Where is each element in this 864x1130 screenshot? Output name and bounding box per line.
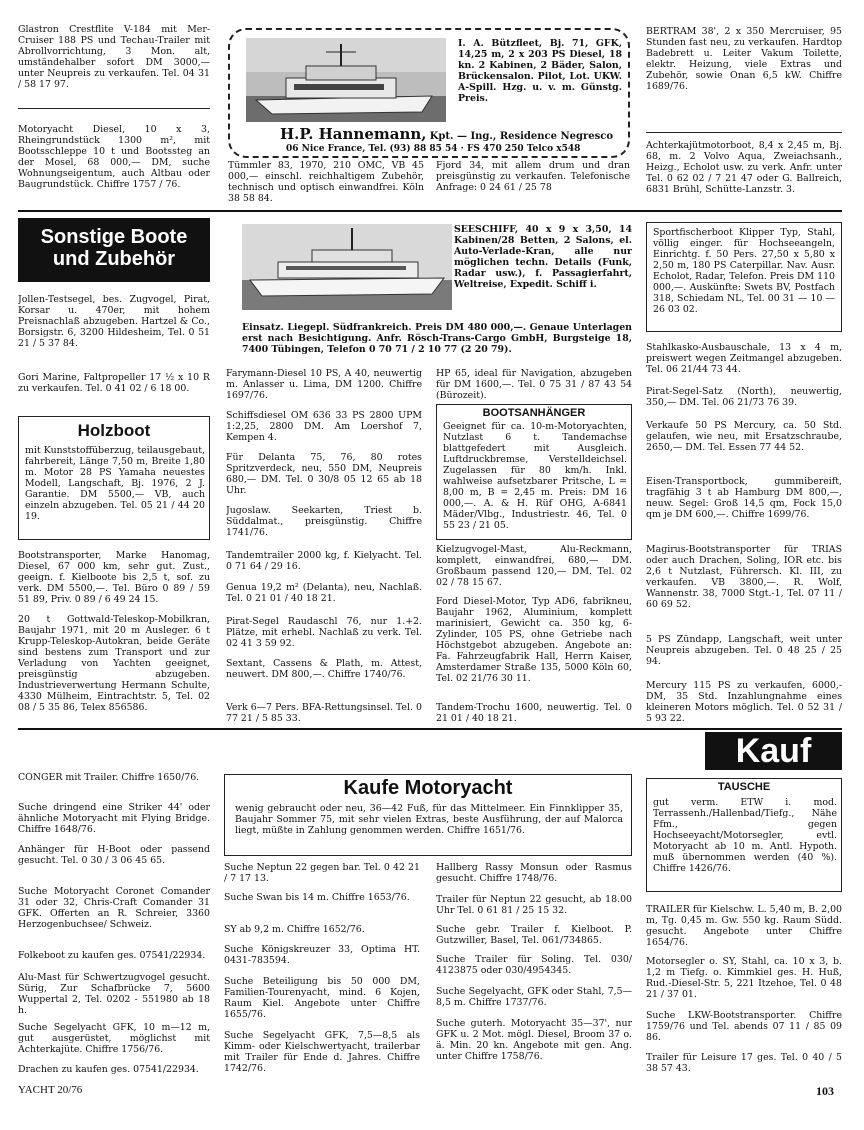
ad-hp65: HP 65, ideal für Navigation, abzugeben für DM 1600,—. Tel. 0 75 31 / 87 43 54 (Bürozeit). xyxy=(436,368,632,401)
photo-seeschiff xyxy=(242,224,452,310)
ad-delanta-verdeck: Für Delanta 75, 76, 80 rotes Spritzverdeck, neu, 550 DM, Neupreis 680,— DM. Tel. 0 30/8 05 12 65 ab 18 Uhr. xyxy=(226,452,422,496)
ad-mercury-50: Verkaufe 50 PS Mercury, ca. 50 Std. gelaufen, wie neu, mit Ersatzschraube, 2650,— DM. Tel. Essen 77 44 52. xyxy=(646,420,842,453)
ad-motorsegler: Motorsegler o. SY, Stahl, ca. 10 x 3, b. 1,2 m Tiefg. o. Kimmkiel ges. H. Huß, Rud.-Diesel-Str. 5, 221 Itzehoe, Tel. 0 48 21 / 37 01. xyxy=(646,956,842,1000)
ad-drachen: Drachen zu kaufen ges. 07541/22934. xyxy=(18,1064,199,1075)
hannemann-name: H.P. Hannemann, xyxy=(280,125,427,143)
ad-sportfischerboot: Sportfischerboot Klipper Typ, Stahl, völlig einger. für Hochseeangeln, Einrichtg. f. 50 Pers. 27,50 x 5,80 x 2,50 m, 180 PS Caterpillar. Nav. Ausr. Echolot, Radar, Telefon. Preis DM 110 000,—. Auskünfte: Swets BV, Postfach 318, Schiedam NL, Tel. 00 31 — 10 — 26 03 02. xyxy=(646,222,842,332)
ad-beteiligung: Suche Beteiligung bis 50 000 DM, Familien-Tourenyacht, mind. 6 Kojen, Raum Kiel. Angebote unter Chiffre 1655/76. xyxy=(224,976,420,1020)
divider xyxy=(18,108,210,109)
ad-bertram: BERTRAM 38', 2 x 350 Mercruiser, 95 Stunden fast neu, zu verkaufen. Hardtop Badebrett u. Leiter Vakum Toilette, elektr. Heizung, viele Extras und Zubehör, sowie Onan 6,5 kW. Chiffre 1689/76. xyxy=(646,26,842,92)
ad-achterkajuet: Achterkajütmotorboot, 8,4 x 2,45 m, Bj. 68, m. 2 Volvo Aqua, Zweiachsanh., Heizg., Echolot usw. zu verk. Anfr. unter Tel. 0 62 02 / 7 21 47 oder G. Ballreich, 6831 Brühl, Schütte-Lanzstr. 3. xyxy=(646,140,842,195)
ad-tandem-trochu: Tandem-Trochu 1600, neuwertig. Tel. 0 21 01 / 40 18 21. xyxy=(436,702,632,724)
ad-guterh-motoryacht: Suche guterh. Motoryacht 35—37', nur GFK u. 2 Mot. mögl. Diesel, Broom 37 o. ä. Min. 20 kn. Angebote mit gen. Ang. unter Chiffre 1758/76. xyxy=(436,1018,632,1062)
section-divider xyxy=(18,210,842,212)
ad-hannemann xyxy=(228,28,630,158)
holzboot-title: Holzboot xyxy=(77,421,151,440)
section-divider xyxy=(18,728,842,730)
ad-gori-marine: Gori Marine, Faltpropeller 17 ½ x 10 R zu verkaufen. Tel. 0 41 02 / 6 18 00. xyxy=(18,372,210,394)
ad-zuendapp: 5 PS Zündapp, Langschaft, weit unter Neupreis abzugeben. Tel. 0 48 25 / 25 94. xyxy=(646,634,842,667)
ad-folkeboot: Folkeboot zu kaufen ges. 07541/22934. xyxy=(18,950,206,961)
ad-tausche xyxy=(646,778,842,892)
ad-segelyacht-gfk-stahl: Suche Segelyacht, GFK oder Stahl, 7,5—8,5 m. Chiffre 1737/76. xyxy=(436,986,632,1008)
ad-holzboot xyxy=(18,416,210,540)
ad-trailer-kielboot: Suche gebr. Trailer f. Kielboot. P. Gutzwiller, Basel, Tel. 061/734865. xyxy=(436,924,632,946)
photo-motoryacht xyxy=(246,38,446,122)
ad-trailer-leisure: Trailer für Leisure 17 ges. Tel. 0 40 / 5 38 57 43. xyxy=(646,1052,842,1074)
ad-trailer-kielschwerter: TRAILER für Kielschw. L. 5,40 m, B. 2,00 m, Tg. 0,45 m. Gw. 550 kg. Raum Südd. gesucht. Angebote unter Chiffre 1654/76. xyxy=(646,904,842,948)
ad-schiffsdiesel: Schiffsdiesel OM 636 33 PS 2800 UPM 1:2,25, 2800 DM. Am Loershof 7, Kempen 4. xyxy=(226,410,422,443)
holzboot-text: mit Kunststoffüberzug, teilausgebaut, fahrbereit, Länge 7,50 m, Breite 1,80 m. Motor 28 PS Yamaha neuestes Modell, Langschaft, Bj. 1976, 2 J. Garantie. DM 5500,— VB, auch einzeln abzugeben. Tel. 05 21 / 44 20 19. xyxy=(25,445,205,522)
ad-seekarten: Jugoslaw. Seekarten, Triest b. Süddalmat., preisgünstig. Chiffre 1741/76. xyxy=(226,505,422,538)
ad-tandemtrailer: Tandemtrailer 2000 kg, f. Kielyacht. Tel. 0 71 64 / 29 16. xyxy=(226,550,422,572)
ad-kaufe-motoryacht xyxy=(224,774,632,856)
ad-fjord: Fjord 34, mit allem drum und dran preisgünstig zu verkaufen. Telefonische Anfrage: 0 24 61 / 25 78 xyxy=(436,160,630,193)
seeschiff-text-continued: Einsatz. Liegepl. Südfrankreich. Preis DM 480 000,—. Genaue Unterlagen erst nach Besichtigung. Anfr. Rösch-Trans-Cargo GmbH, Burgsteige 18, 7400 Tübingen, Telefon 0 70 71 / 2 10 77 (2 20 79). xyxy=(242,322,632,355)
ad-alu-mast: Alu-Mast für Schwertzugvogel gesucht. Sürig, Zur Schafbrücke 7, 5600 Wuppertal 2, Tel. 0202 - 551980 ab 18 h. xyxy=(18,972,210,1016)
ad-stahlkasko: Stahlkasko-Ausbauschale, 13 x 4 m, preiswert wegen Zeitmangel abzugeben. Tel. 06 21/44 73 44. xyxy=(646,342,842,375)
ad-bootsanhaenger xyxy=(436,404,632,540)
ad-segelyacht-gfk-10m: Suche Segelyacht GFK, 10 m—12 m, gut ausgerüstet, möglichst mit Achterkajüte. Chiffre 1756/76. xyxy=(18,1022,210,1055)
ad-genua: Genua 19,2 m² (Delanta), neu, Nachlaß. Tel. 0 21 01 / 40 18 21. xyxy=(226,582,422,604)
ad-bootstransporter: Bootstransporter, Marke Hanomag, Diesel, 67 000 km, sehr gut. Zust., geeign. f. Kielboote bis 2,5 t, sof. zu verk. DM 5500,—. Tel. Büro 0 89 / 59 51 89, Priv. 0 89 / 6 49 24 15. xyxy=(18,550,210,605)
ad-pirat-segel-satz: Pirat-Segel-Satz (North), neuwertig, 350,— DM. Tel. 06 21/73 76 39. xyxy=(646,386,842,408)
bootsanhaenger-text: Geeignet für ca. 10-m-Motoryachten, Nutzlast 6 t. Tandemachse blattgefedert mit Ausgleich. Luftdruckbremse, Verstelldeichsel. Zugelassen für 80 km/h. Inkl. wahlweise aufsetzbarer Pritsche, L = 8,00 m, B = 2,45 m. Preis: DM 16 000,—. A. & H. Rüf OHG, A-6841 Mäder/Vlbg., Industriestr. 46, Tel. 0 55 23 / 21 05. xyxy=(443,421,627,531)
section-title-kauf: Kauf xyxy=(705,732,842,770)
ad-jollen-testsegel: Jollen-Testsegel, bes. Zugvogel, Pirat, Korsar u. 470er, mit hohem Preisnachlaß abzugeben. Hartzel & Co., Borsigstr. 6, 3200 Hildesheim, Tel. 0 51 21 / 5 37 84. xyxy=(18,294,210,349)
ad-glastron: Glastron Crestflite V-184 mit Mer-Cruiser 188 PS und Techau-Trailer mit Abrollvorrichtung, 3 Mon. alt, umständehalber sofort DM 3000,— unter Neupreis zu verkaufen. Tel. 04 31 / 58 17 97. xyxy=(18,24,210,90)
ad-swan: Suche Swan bis 14 m. Chiffre 1653/76. xyxy=(224,892,410,903)
ad-coronet: Suche Motoryacht Coronet Comander 31 oder 32, Chris-Craft Comander 31 GFK. Offerten an R. Schreier, 3360 Herzogenbuchsee/ Schweiz. xyxy=(18,886,210,930)
ad-farymann-diesel: Farymann-Diesel 10 PS, A 40, neuwertig m. Anlasser u. Lima, DM 1200. Chiffre 1697/76. xyxy=(226,368,422,400)
ad-rettungsinsel: Verk 6—7 Pers. BFA-Rettungsinsel. Tel. 0 77 21 / 5 85 33. xyxy=(226,702,422,724)
ad-ford-diesel-motor: Ford Diesel-Motor, Typ AD6, fabrikneu, Baujahr 1962, Aluminium, komplett marinisiert, Gewicht ca. 350 kg, 6-Zylinder, 105 PS, ohne Getriebe nach Höchstgebot abzugeben. Angebote an: Fa. Fahrzeugfabrik Hall, Herrn Kaiser, Amsterdamer Straße 135, 5000 Köln 60, Tel. 02 21/76 30 11. xyxy=(436,596,632,684)
ad-segelyacht-gfk-75: Suche Segelyacht GFK, 7,5—8,5 als Kimm- oder Kielschwertyacht, trailerbar mit Trailer für Ende d. Jahres. Chiffre 1742/76. xyxy=(224,1030,420,1074)
seeschiff-text: SEESCHIFF, 40 x 9 x 3,50, 14 Kabinen/28 Betten, 2 Salons, el. Auto-Verlade-Kran, alle nur möglichen techn. Details (Funk, Radar usw.), f. Passagierfahrt, Weltreise, Expedit. Schiff i. xyxy=(454,224,632,290)
ad-neptun-22: Suche Neptun 22 gegen bar. Tel. 0 42 21 / 7 17 13. xyxy=(224,862,420,884)
section-title-sonstige-boote: Sonstige Boote und Zubehör xyxy=(18,218,210,282)
ad-hallberg-rassy: Hallberg Rassy Monsun oder Rasmus gesucht. Chiffre 1748/76. xyxy=(436,862,632,884)
ad-sy-92: SY ab 9,2 m. Chiffre 1652/76. xyxy=(224,924,365,935)
divider xyxy=(646,132,842,133)
ad-gottwald-kran: 20 t Gottwald-Teleskop-Mobilkran, Baujahr 1971, mit 20 m Ausleger. 6 t Krupp-Teleskop-Autokran, beide Geräte sind bestens zum Transport und zur Verladung von Yachten geeignet, preisgünstig abzugeben. Industrieverwertung Hermann Schulte, 4330 Mülheim, Eintrachtstr. 5, Tel. 02 08 / 5 35 86, Telex 856586. xyxy=(18,614,210,713)
hannemann-description: I. A. Bützfleet, Bj. 71, GFK, 14,25 m, 2 x 203 PS Diesel, 18 kn. 2 Kabinen, 2 Bäder, Salon, Brückensalon. Pilot, Lot. UKW. A-Spill. Hzg. u. v. m. Günstg. Preis. xyxy=(458,38,622,104)
hannemann-address: 06 Nice France, Tel. (93) 88 85 54 · FS 470 250 Telco x548 xyxy=(286,144,581,154)
ad-striker: Suche dringend eine Striker 44' oder ähnliche Motoryacht mit Flying Bridge. Chiffre 1648/76. xyxy=(18,802,210,835)
ad-kielzugvogel-mast: Kielzugvogel-Mast, Alu-Reckmann, komplett, einwandfrei, 680,— DM. Großbaum passend 120,— DM. Tel. 02 02 / 78 15 67. xyxy=(436,544,632,588)
ad-magirus-bootstransporter: Magirus-Bootstransporter für TRIAS oder auch Drachen, Soling, IOR etc. bis 2,6 t Nutzlast, Führersch. Kl. III, zu verkaufen. VB 3800,—. R. Wolf, Wannenstr. 38, 7000 Stgt.-1, Tel. 07 11 / 60 69 52. xyxy=(646,544,842,610)
ad-tuemmler: Tümmler 83, 1970, 210 OMC, VB 45 000,— einschl. reichhaltigem Zubehör, technisch und optisch einwandfrei. Köln 38 58 84. xyxy=(228,160,424,204)
ad-sextant: Sextant, Cassens & Plath, m. Attest, neuwert. DM 800,—. Chiffre 1740/76. xyxy=(226,658,422,680)
footer-magazine: YACHT 20/76 xyxy=(18,1084,83,1096)
kaufe-motoryacht-text: wenig gebraucht oder neu, 36—42 Fuß, für das Mittelmeer. Ein Finnklipper 35, Baujahr Sommer 75, mit sehr vielen Extras, beste Ausführung, der auf Malorca liegt, müßte in Zahlung genommen werden. Chiffre 1651/76. xyxy=(235,803,623,836)
ad-koenigskreuzer: Suche Königskreuzer 33, Optima HT. 0431-783594. xyxy=(224,944,420,966)
tausche-title: TAUSCHE xyxy=(717,781,771,793)
hannemann-title: Kpt. — Ing., Residence Negresco xyxy=(429,131,614,142)
ad-trailer-neptun-22: Trailer für Neptun 22 gesucht, ab 18.00 Uhr Tel. 0 61 81 / 25 15 32. xyxy=(436,894,632,916)
kaufe-motoryacht-title: Kaufe Motoryacht xyxy=(343,777,513,799)
bootsanhaenger-title: BOOTSANHÄNGER xyxy=(482,407,586,419)
tausche-text: gut verm. ETW i. mod. Terrassenh./Hallenbad/Tiefg., Nähe Ffm., gegen Hochseeyacht/Motorsegler, evtl. Motoryacht ab 10 m. Antl. Hypoth. muß übernommen werden (40 %). Chiffre 1426/76. xyxy=(653,797,837,874)
ad-trailer-soling: Suche Trailer für Soling. Tel. 030/ 4123875 oder 030/4954345. xyxy=(436,954,632,976)
ad-pirat-segel-raudaschl: Pirat-Segel Raudaschl 76, nur 1.+2. Plätze, mit erhebl. Nachlaß zu verk. Tel. 02 41 3 59 92. xyxy=(226,616,422,649)
page-number: 103 xyxy=(816,1084,834,1098)
ad-conger: CONGER mit Trailer. Chiffre 1650/76. xyxy=(18,772,200,783)
ad-motoryacht-diesel: Motoryacht Diesel, 10 x 3, Rheingrundstück 1300 m², mit Bootsschleppe 10 t und Bootssteg an der Mosel, 68 000,— DM, suche Wohnungseigentum, auch Altbau oder Baugrundstück. Chiffre 1757 / 76. xyxy=(18,124,210,190)
ad-eisen-transportbock: Eisen-Transportbock, gummibereift, tragfähig 3 t ab Hamburg DM 800,—, neuw. Segel: Groß 14,5 qm, Fock 15,0 qm je DM 600,—. Chiffre 1699/76. xyxy=(646,476,842,520)
ad-lkw-bootstransporter: Suche LKW-Bootstransporter. Chiffre 1759/76 und Tel. abends 07 11 / 85 09 86. xyxy=(646,1010,842,1043)
ad-anhaenger-hboot: Anhänger für H-Boot oder passend gesucht. Tel. 0 30 / 3 06 45 65. xyxy=(18,844,210,866)
ad-mercury-115: Mercury 115 PS zu verkaufen, 6000,- DM, 35 Std. Inzahlungnahme eines kleineren Motors möglich. Tel. 0 52 31 / 5 93 22. xyxy=(646,680,842,724)
ad-seeschiff xyxy=(226,218,634,364)
